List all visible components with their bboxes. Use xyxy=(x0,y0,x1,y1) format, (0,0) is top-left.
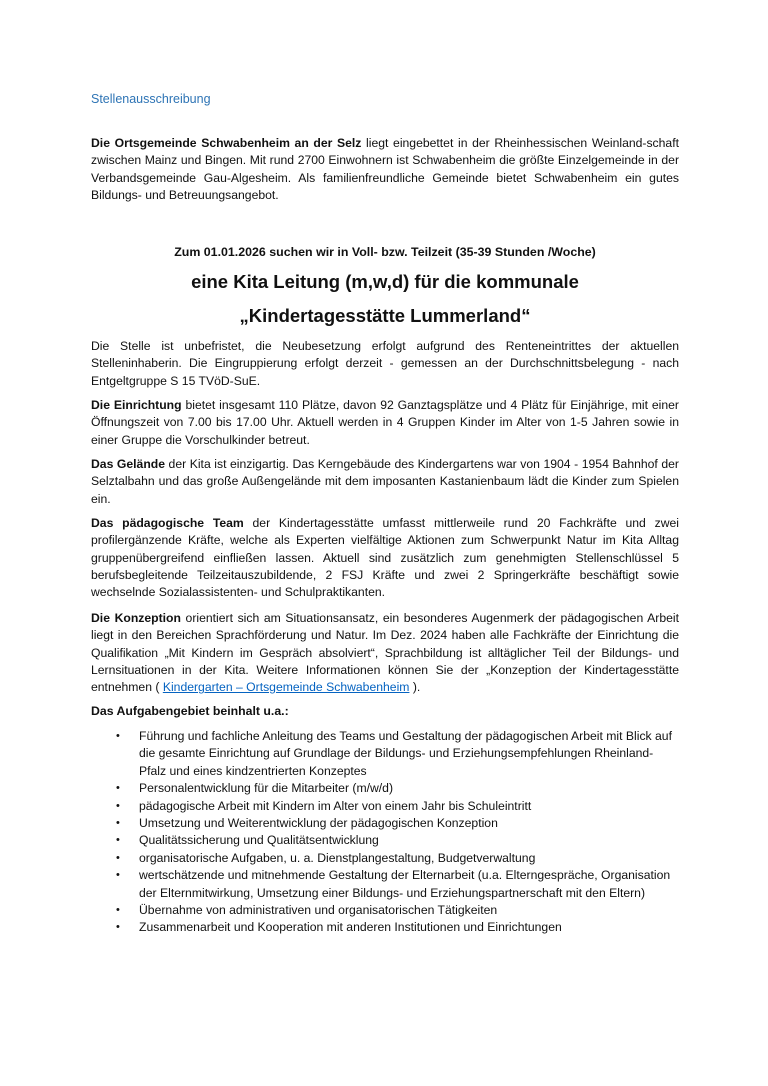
list-item xyxy=(91,867,679,902)
paragraph-facility-bold: Die Einrichtung xyxy=(91,398,182,412)
bullet-icon: • xyxy=(116,730,120,742)
list-item-text: Übernahme von administrativen und organisatorischen Tätigkeiten xyxy=(139,903,498,918)
list-item xyxy=(91,728,679,780)
list-item-text: wertschätzende und mitnehmende Gestaltung der Elternarbeit (u.a. Elterngespräche, Organisation der Elternmitwirkung, Umsetzung einer Bildungs- und Erziehungspartnerschaft mit den Eltern) xyxy=(139,868,671,900)
paragraph-concept xyxy=(91,610,679,696)
list-item xyxy=(91,798,679,815)
kindergarten-website-link[interactable]: Kindergarten – Ortsgemeinde Schwabenheim xyxy=(162,680,410,695)
list-item xyxy=(91,780,679,797)
intro-bold: Die Ortsgemeinde Schwabenheim an der Selz xyxy=(91,136,362,150)
paragraph-position xyxy=(91,338,679,390)
list-item xyxy=(91,850,679,867)
paragraph-grounds-bold: Das Gelände xyxy=(91,457,165,471)
paragraph-concept-bold: Die Konzeption xyxy=(91,611,181,625)
bullet-icon: • xyxy=(116,851,120,864)
intro-paragraph xyxy=(91,135,679,204)
paragraph-team-text: der Kindertagesstätte umfasst mittlerweile rund 20 Fachkräfte und zwei profilergänzende Kräfte, welche als Experten vielfältige Aktionen zum Schwerpunkt Natur im Kita Alltag gruppenübergreifend einfließen lassen. Aktuell sind zusätzlich zum genehmigten Stellenschlüssel 5 berufsbegleitende Teilzeitauszubildende, 2 FSJ Kräfte und zwei 2 Springerkräfte beschäftigt sowie wechselnde Sozialassistenten- und Schulpraktikanten. xyxy=(91,516,679,600)
bullet-icon: • xyxy=(116,782,120,795)
bullet-icon: • xyxy=(116,869,120,882)
list-item-text: pädagogische Arbeit mit Kindern im Alter von einem Jahr bis Schuleintritt xyxy=(139,798,532,813)
bullet-icon: • xyxy=(116,921,120,934)
paragraph-concept-after-link: ). xyxy=(409,680,421,695)
intro-text: liegt eingebettet in der Rheinhessischen Weinland-schaft zwischen Mainz und Bingen. Mit rund 2700 Einwohnern ist Schwabenheim die größte Einzelgemeinde in der Verbandsgemeinde Gau-Algesheim. Als familienfreundliche Gemeinde bietet Schwabenheim ein gutes Bildungs- und Betreuungsangebot. xyxy=(91,136,679,202)
paragraph-team-bold: Das pädagogische Team xyxy=(91,516,244,530)
job-title-line-2: „Kindertagesstätte Lummerland“ xyxy=(239,305,531,326)
list-item xyxy=(91,919,679,936)
list-item-text: organisatorische Aufgaben, u. a. Dienstplangestaltung, Budgetverwaltung xyxy=(139,850,536,865)
paragraph-position-text: Die Stelle ist unbefristet, die Neubesetzung erfolgt aufgrund des Renteneintrittes der aktuellen Stelleninhaberin. Die Eingruppierung erfolgt derzeit - gemessen an der Durchschnittsbelegung - nach Entgeltgruppe S 15 TVöD-SuE. xyxy=(91,339,679,388)
list-item-text: Personalentwicklung für die Mitarbeiter (m/w/d) xyxy=(139,781,394,796)
list-item-text: Zusammenarbeit und Kooperation mit anderen Institutionen und Einrichtungen xyxy=(139,920,562,935)
paragraph-team xyxy=(91,515,679,601)
bullet-icon: • xyxy=(116,834,120,847)
list-item-text: Qualitätssicherung und Qualitätsentwicklung xyxy=(139,833,379,848)
paragraph-grounds-text: der Kita ist einzigartig. Das Kerngebäude des Kindergartens war von 1904 - 1954 Bahnhof der Selztalbahn und das große Außengelände mit dem imposanten Kastanienbaum lädt die Kinder zum Spielen ein. xyxy=(91,457,679,506)
paragraph-concept-text: orientiert sich am Situationsansatz, ein besonderes Augenmerk der pädagogischen Arbeit liegt in den Bereichen Sprachförderung und Natur. Im Dez. 2024 haben alle Fachkräfte der Einrichtung die Qualifikation „Mit Kindern im Gespräch absolviert“, Sprachbildung ist alltäglicher Teil der Bildungs- und Lernsituationen in der Kita. Weitere Informationen können Sie der „Konzeption der Kindertagesstätte entnehmen ( xyxy=(91,611,679,695)
announcement: Zum 01.01.2026 suchen wir in Voll- bzw. Teilzeit (35-39 Stunden /Woche) xyxy=(174,245,596,259)
list-item xyxy=(91,832,679,849)
bullet-icon: • xyxy=(116,817,120,830)
bullet-icon: • xyxy=(116,799,120,812)
list-item-text: Führung und fachliche Anleitung des Teams und Gestaltung der pädagogischen Arbeit mit Blick auf die gesamte Einrichtung auf Grundlage der Bildungs- und Erziehungsempfehlungen Rheinland-Pfalz und eines kindzentrierten Konzeptes xyxy=(139,729,672,778)
list-item xyxy=(91,902,679,919)
list-item xyxy=(91,815,679,832)
tasks-list xyxy=(91,728,679,937)
paragraph-facility-text: bietet insgesamt 110 Plätze, davon 92 Ganztagsplätze und 4 Plätz für Einjährige, mit einer Öffnungszeit von 7.00 bis 17.00 Uhr. Aktuell werden in 4 Gruppen Kinder im Alter von 1-5 Jahren sowie in einer Gruppe die Vorschulkinder betreut. xyxy=(91,398,679,447)
bullet-icon: • xyxy=(116,904,120,917)
tasks-heading: Das Aufgabengebiet beinhalt u.a.: xyxy=(91,704,289,718)
header-label: Stellenausschreibung xyxy=(91,92,211,106)
paragraph-facility xyxy=(91,397,679,449)
job-title-line-1: eine Kita Leitung (m,w,d) für die kommunale xyxy=(191,271,579,292)
paragraph-grounds xyxy=(91,456,679,508)
list-item-text: Umsetzung und Weiterentwicklung der pädagogischen Konzeption xyxy=(139,816,498,831)
